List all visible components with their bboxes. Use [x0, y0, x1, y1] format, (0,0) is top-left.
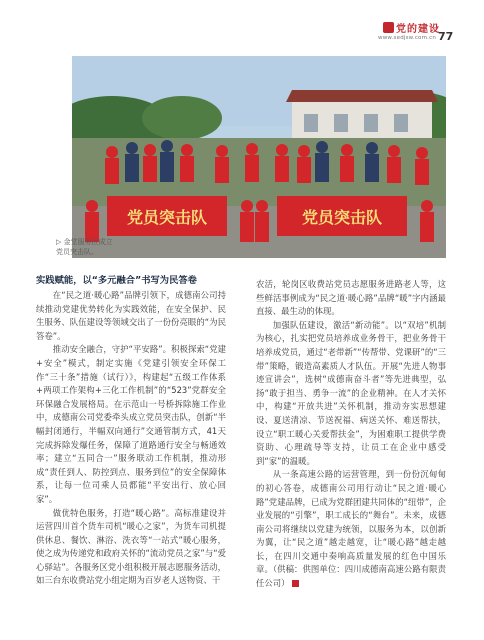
- page-header: [0, 0, 484, 56]
- magazine-logo: [383, 20, 440, 35]
- paragraph: 推动安全融合，守护“平安路”。积极探索“党建+安全”模式，制定实施《党建引领安全环保工作“三十条”措施（试行）》，构建起“五级工作体系+两项工作架构+三化工作机制”的“523”党群安全环保融合发展格局。在示范山一号桥拆除施工作业中，成德南公司党委牵头成立党员突击队，创新“半幅封闭通行，半幅双向通行”交通管制方式，41天完成拆除发爆任务，保障了道路通行安全与畅通效率；建立“五同合一”服务联动工作机制，推动形成“责任到人、防控到点、服务到位”的安全保障体系，让每一位司乘人员都能“平安出行、放心回家”。: [36, 344, 226, 504]
- paragraph: 做优特色服务，打造“暖心路”。高标准建设并运营四川首个货车司机“暖心之家”，为货车司机提供休息、餐饮、淋浴、洗衣等“一站式”暖心服务，使之成为传递党和政府关怀的“流动党员之家”与“爱心驿站”。各服务区党小组积极开展志愿服务活动，如三台东收费站党小组定期为百岁老人送物资、干: [36, 507, 226, 586]
- end-mark-icon: [292, 580, 299, 587]
- photo-caption: ▷ 金堂服务区成立党员突击队。: [56, 238, 113, 256]
- group-photo-illustration: [72, 56, 446, 258]
- site-url: www.sedjsw.com.cn: [378, 35, 437, 41]
- logo-text: 党的建设: [396, 24, 440, 35]
- group-photo: [72, 56, 446, 258]
- banner-right-text: 党员突击队: [301, 208, 383, 227]
- banner-left-text: 党员突击队: [126, 208, 208, 227]
- section-heading: 实践赋能，以“多元融合”书写为民答卷: [36, 275, 197, 286]
- closing-paragraph-text: 从一条高速公路的运营管理，到一份份沉甸甸的初心答卷，成德南公司用行动让“民之道·暖心路”党建品牌，已成为党群团建共同体的“纽带”，企业发展的“引擎”，职工成长的“舞台”。未来，成德南公司将继续以党建为统领，以服务为本，以创新为翼，让“民之道”越走越宽，让“暖心路”越走越长，在四川交通中奏响高质量发展的红色中国乐章。（供稿：供图单位：四川成德南高速公路有限责任公司）: [256, 469, 446, 589]
- page-number: 77: [438, 30, 454, 43]
- article-column-left: [36, 274, 226, 588]
- article-column-right: [256, 278, 446, 591]
- paragraph: [256, 468, 446, 590]
- paragraph: 农活，轮岗区收费站党员志愿服务进路老人等，这些鲜活事例成为“民之道·暖心路”品牌“暖”字内涵最直接、最生动的体现。: [256, 279, 446, 317]
- logo-mark-icon: [383, 22, 394, 33]
- paragraph: 加强队伍建设，激活“新动能”。以“双培”机制为核心，扎实把党员培养成业务骨干，把业务骨干培养成党员，通过“老带新”“传帮带、党课研”的“三带”策略，锻造高素质人才队伍。开展“先进人物事迹宣讲会”，选树“成德南奋斗者”等先进典型，弘扬“敢于担当、勇争一流”的企业精神。在人才关怀中，构建“开放共进”关怀机制，推动夯实思想建设、夏送清凉、节送祝福、病送关怀、难送帮扶，设立“职工暖心关爱帮扶金”，为困难职工提供学费资助、心理疏导等支持，让员工在企业中感受到“家”的温暖。: [256, 319, 446, 466]
- paragraph: 在“民之道·暖心路”品牌引领下，成德南公司持续推动党建优势转化为实践效能，在安全保护、民生服务、队伍建设等领域交出了一份份亮眼的“为民答卷”。: [36, 290, 226, 341]
